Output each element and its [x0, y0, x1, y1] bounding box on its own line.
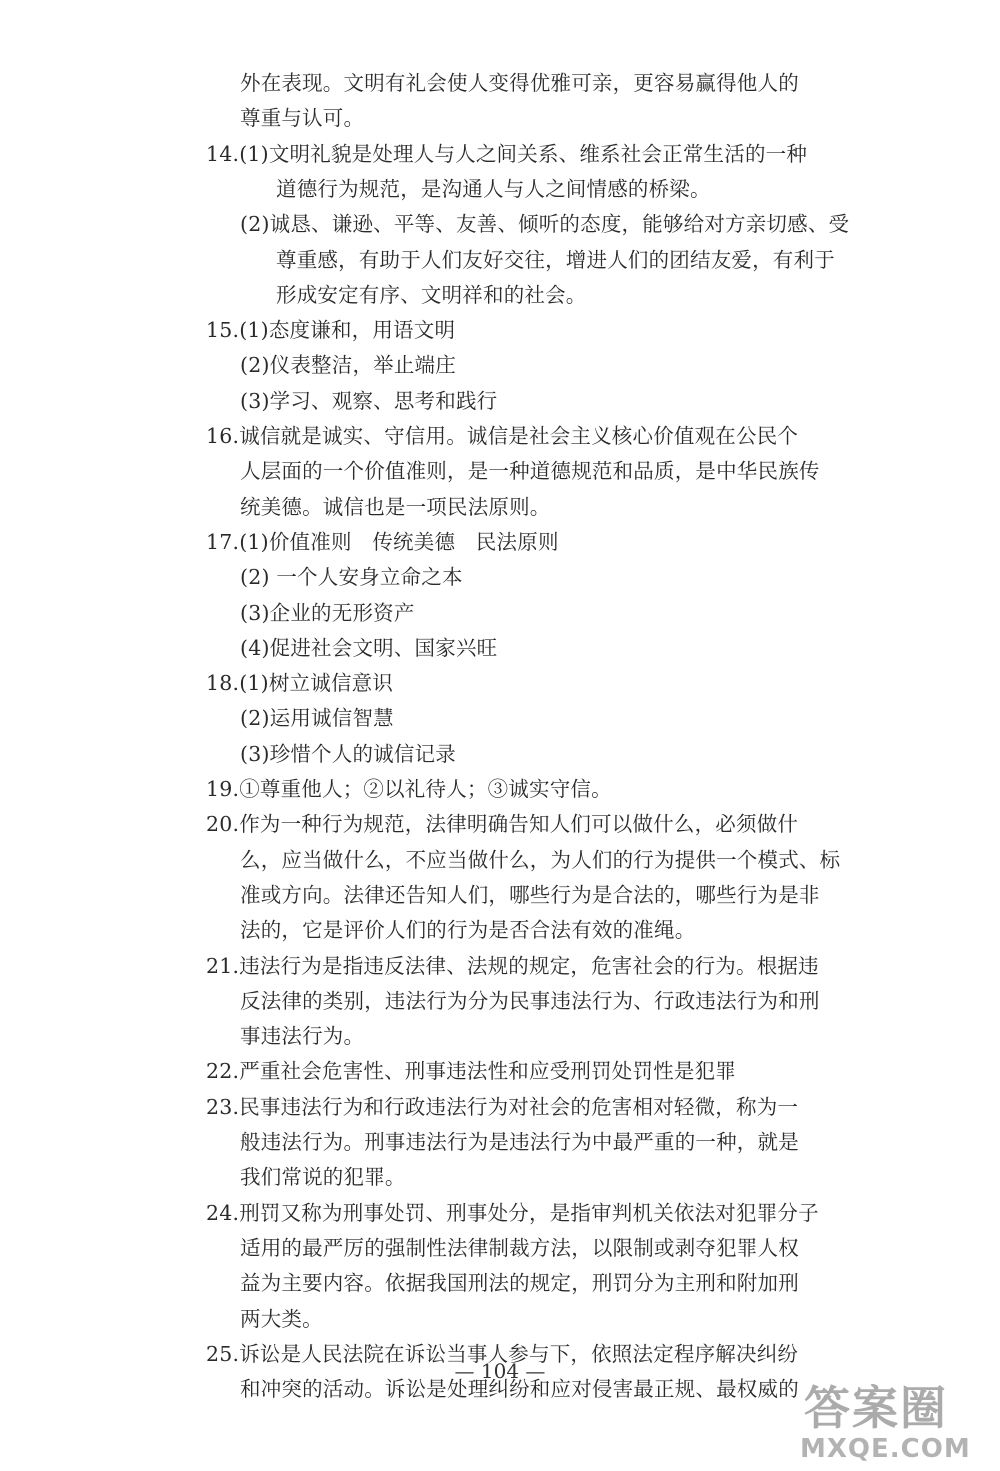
text-line: 么，应当做什么，不应当做什么，为人们的行为提供一个模式、标 [240, 847, 841, 872]
text-line: 益为主要内容。依据我国刑法的规定，刑罚分为主刑和附加刑 [240, 1271, 799, 1296]
text-line: (3)学习、观察、思考和践行 [240, 388, 498, 413]
text-line: 19.①尊重他人；②以礼待人；③诚实守信。 [206, 777, 612, 801]
text-line: 事违法行为。 [240, 1024, 365, 1049]
text-line: 人层面的一个价值准则，是一种道德规范和品质，是中华民族传 [240, 459, 820, 484]
text-line: 和冲突的活动。诉讼是处理纠纷和应对侵害最正规、最权威的 [240, 1377, 799, 1402]
text-line: 14.(1)文明礼貌是处理人与人之间关系、维系社会正常生活的一种 [206, 141, 808, 166]
text-line: 两大类。 [240, 1306, 323, 1331]
text-line: 18.(1)树立诚信意识 [206, 671, 394, 696]
text-line: 我们常说的犯罪。 [240, 1165, 406, 1190]
text-line: (2)运用诚信智慧 [240, 706, 394, 731]
text-line: 16.诚信就是诚实、守信用。诚信是社会主义核心价值观在公民个 [206, 424, 799, 448]
text-line: 24.刑罚又称为刑事处罚、刑事处分，是指审判机关依法对犯罪分子 [206, 1200, 819, 1225]
text-line: 22.严重社会危害性、刑事违法性和应受刑罚处罚性是犯罪 [206, 1059, 737, 1084]
text-line: 21.违法行为是指违反法律、法规的规定，危害社会的行为。根据违 [206, 953, 819, 978]
text-line: 25.诉讼是人民法院在诉讼当事人参与下，依照法定程序解决纠纷 [206, 1341, 799, 1366]
text-line: 道德行为规范，是沟通人与人之间情感的桥梁。 [276, 176, 711, 201]
text-line: (2)诚恳、谦逊、平等、友善、倾听的态度，能够给对方亲切感、受 [240, 212, 850, 237]
text-line: 外在表现。文明有礼会使人变得优雅可亲，更容易赢得他人的 [240, 71, 799, 95]
watermark-brand: 答案圈 [804, 1381, 948, 1435]
text-line: (3)珍惜个人的诚信记录 [240, 741, 456, 766]
text-line: (2) 一个人安身立命之本 [240, 565, 463, 590]
text-line: (4)促进社会文明、国家兴旺 [240, 635, 498, 660]
text-line: 形成安定有序、文明祥和的社会。 [276, 282, 587, 307]
text-line: 17.(1)价值准则 传统美德 民法原则 [206, 529, 559, 554]
page-number: — 104 — [454, 1359, 546, 1383]
text-line: 尊重感，有助于人们友好交往，增进人们的团结友爱，有利于 [276, 247, 835, 272]
text-line: 尊重与认可。 [240, 106, 365, 131]
watermark-logo [800, 1372, 980, 1467]
text-line: 20.作为一种行为规范，法律明确告知人们可以做什么，必须做什 [206, 812, 799, 837]
text-line: 统美德。诚信也是一项民法原则。 [240, 494, 551, 519]
text-line: 适用的最严厉的强制性法律制裁方法，以限制或剥夺犯罪人权 [240, 1235, 799, 1260]
watermark-url: MXQE.COM [800, 1434, 971, 1464]
text-line: 法的，它是评价人们的行为是否合法有效的准绳。 [240, 918, 696, 943]
text-line: (3)企业的无形资产 [240, 600, 415, 625]
text-line: 准或方向。法律还告知人们，哪些行为是合法的，哪些行为是非 [240, 882, 820, 907]
text-line: 23.民事违法行为和行政违法行为对社会的危害相对轻微，称为一 [206, 1094, 799, 1119]
text-line: 反法律的类别，违法行为分为民事违法行为、行政违法行为和刑 [240, 988, 820, 1013]
text-line: (2)仪表整洁，举止端庄 [240, 353, 456, 378]
text-line: 般违法行为。刑事违法行为是违法行为中最严重的一种，就是 [240, 1130, 799, 1154]
text-line: 15.(1)态度谦和，用语文明 [206, 318, 456, 343]
